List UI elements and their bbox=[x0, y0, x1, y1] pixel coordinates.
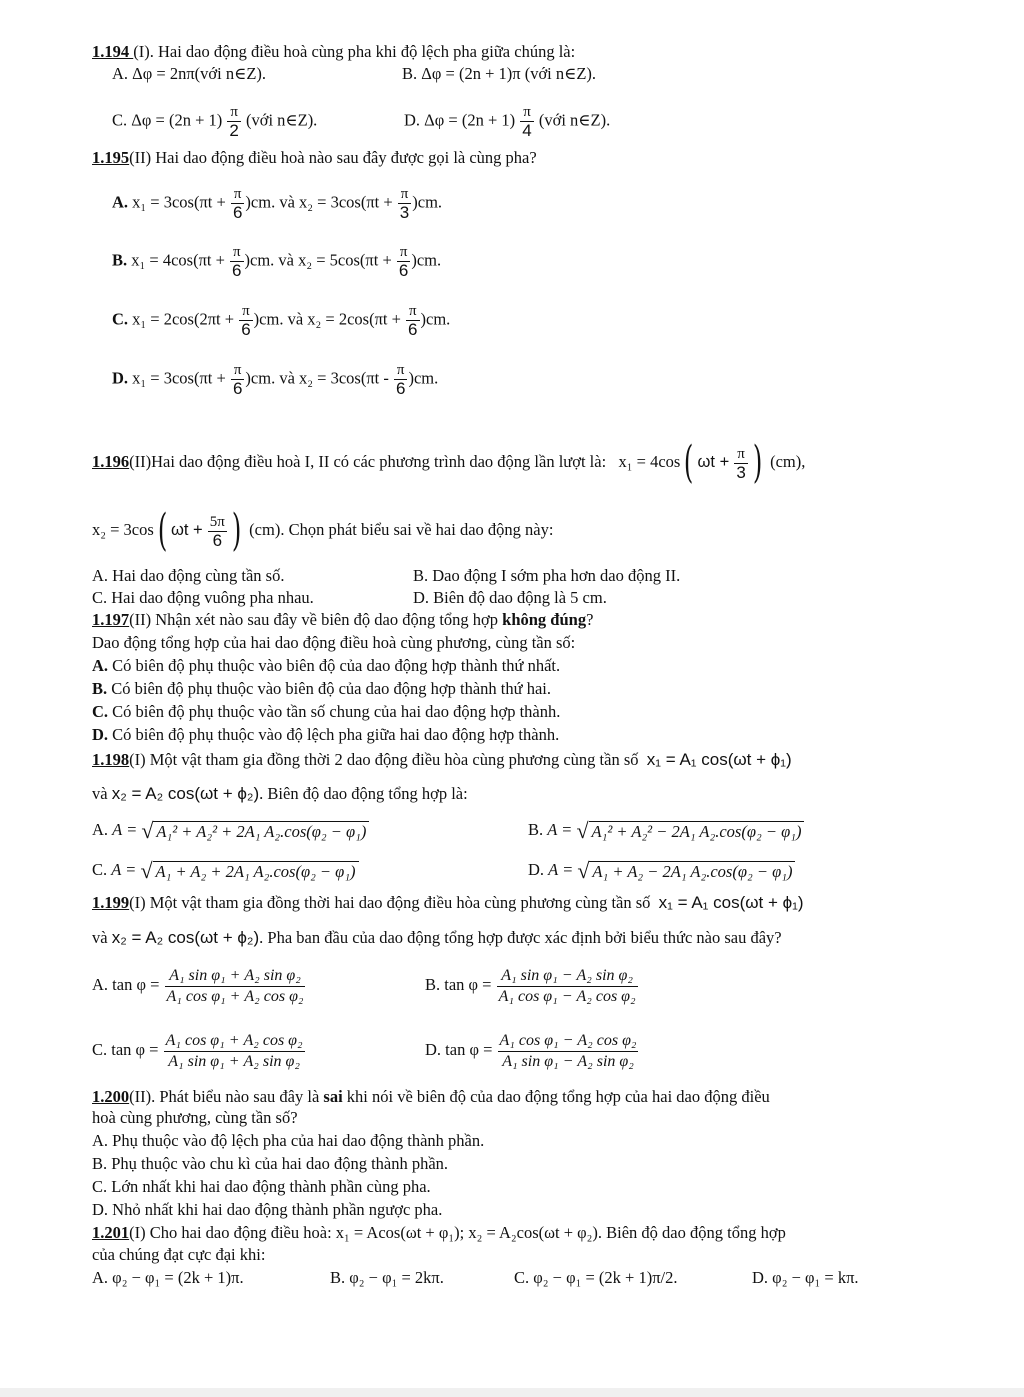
question-200-stem: 1.200(II). Phát biểu nào sau đây là sai khi nói về biên độ của dao động tổng hợp của hai dao động điều bbox=[92, 1087, 770, 1106]
option-196-b: B. Dao động I sớm pha hơn dao động II. bbox=[413, 566, 681, 585]
option-195-a: A. x₁ = 3cos(πt + $\frac{\pi}{6}$ )cm. và x₂ = 3cos(πt + $\frac{\pi}{3}$ )cm. bbox=[112, 186, 443, 222]
option-195-c: C. x₁ = 2cos(2πt + $\frac{\pi}{6}$ )cm. và x₂ = 2cos(πt + $\frac{\pi}{6}$ )cm. bbox=[112, 303, 451, 339]
question-197-intro: Dao động tổng hợp của hai dao động điều hoà cùng phương, cùng tần số: bbox=[92, 633, 576, 652]
option-195-b: B. x₁ = 4cos(πt + $\frac{\pi}{6}$ )cm. và x₂ = 5cos(πt + $\frac{\pi}{6}$ )cm. bbox=[112, 244, 442, 280]
option-197-b: B. Có biên độ phụ thuộc vào biên độ của dao động hợp thành thứ hai. bbox=[92, 679, 551, 698]
option-200-a: A. Phụ thuộc vào độ lệch pha của hai dao động thành phần. bbox=[92, 1131, 485, 1150]
fraction: $\frac{\pi}{2}$ bbox=[229, 104, 239, 140]
option-198-a: A. A = √ A₁² + A₂² + 2A₁ A₂.cos(φ₂ − φ₁) bbox=[92, 820, 369, 842]
question-id: 1.199 bbox=[92, 893, 130, 912]
question-id: 1.196 bbox=[92, 452, 130, 471]
option-198-c: C. A = √ A₁ + A₂ + 2A₁ A₂.cos(φ₂ − φ₁) bbox=[92, 860, 359, 882]
question-200-stem-line2: hoà cùng phương, cùng tần số? bbox=[92, 1108, 298, 1127]
option-194-c: C. Δφ = (2n + 1) $\frac{\pi}{2}$ (với n∈Z). bbox=[112, 104, 318, 140]
question-195-stem: 1.195(II) Hai dao động điều hoà nào sau đây được gọi là cùng pha? bbox=[92, 148, 537, 167]
option-196-d: D. Biên độ dao động là 5 cm. bbox=[413, 588, 607, 607]
option-194-a: A. Δφ = 2nπ(với n∈Z). bbox=[112, 64, 267, 83]
option-196-a: A. Hai dao động cùng tần số. bbox=[92, 566, 285, 585]
fraction: $\frac{\pi}{4}$ bbox=[522, 104, 532, 140]
question-id: 1.197 bbox=[92, 610, 130, 629]
option-194-d: D. Δφ = (2n + 1) $\frac{\pi}{4}$ (với n∈Z). bbox=[404, 104, 611, 140]
option-200-c: C. Lớn nhất khi hai dao động thành phần cùng pha. bbox=[92, 1177, 431, 1196]
page-bottom-edge bbox=[0, 1388, 1024, 1397]
option-197-d: D. Có biên độ phụ thuộc vào độ lệch pha giữa hai dao động hợp thành. bbox=[92, 725, 560, 744]
question-201-stem-line2: của chúng đạt cực đại khi: bbox=[92, 1245, 266, 1264]
option-201-d: D. φ₂ − φ₁ = kπ. bbox=[752, 1268, 859, 1287]
question-199-line2: và x₂ = A₂ cos(ωt + ϕ₂). Pha ban đầu của dao động tổng hợp được xác định bởi biểu thức nào sau đây? bbox=[92, 928, 782, 947]
option-201-a: A. φ₂ − φ₁ = (2k + 1)π. bbox=[92, 1268, 244, 1287]
question-id: 1.200 bbox=[92, 1087, 130, 1106]
question-201-stem: 1.201(I) Cho hai dao động điều hoà: x₁ = Acos(ωt + φ₁); x₂ = A₂cos(ωt + φ₂). Biên độ dao động tổng hợp bbox=[92, 1223, 786, 1242]
question-196-x2: x₂ = 3cos( ωt + $\frac{5\pi}{6}$ ) (cm). Chọn phát biểu sai về hai dao động này: bbox=[92, 505, 554, 557]
question-id: 1.201 bbox=[92, 1223, 130, 1242]
option-199-a: A. tan φ = $\frac{\text{A₁ sin φ₁ + A₂ sin φ₂}}{\text{A₁ cos φ₁ + A₂ cos φ₂}}$ bbox=[92, 966, 304, 1005]
option-196-c: C. Hai dao động vuông pha nhau. bbox=[92, 588, 314, 607]
option-197-c: C. Có biên độ phụ thuộc vào tần số chung của hai dao động hợp thành. bbox=[92, 702, 561, 721]
option-195-d: D. x₁ = 3cos(πt + $\frac{\pi}{6}$ )cm. và x₂ = 3cos(πt - $\frac{\pi}{6}$ )cm. bbox=[112, 362, 439, 398]
option-198-d: D. A = √ A₁ + A₂ − 2A₁ A₂.cos(φ₂ − φ₁) bbox=[528, 860, 795, 882]
question-197-stem: 1.197(II) Nhận xét nào sau đây về biên độ dao động tổng hợp không đúng? bbox=[92, 610, 594, 629]
option-200-d: D. Nhỏ nhất khi hai dao động thành phần ngược pha. bbox=[92, 1200, 443, 1219]
question-id: 1.194 bbox=[92, 42, 134, 61]
question-198-line2: và x₂ = A₂ cos(ωt + ϕ₂). Biên độ dao động tổng hợp là: bbox=[92, 784, 468, 803]
option-199-b: B. tan φ = $\frac{\text{A₁ sin φ₁ − A₂ sin φ₂}}{\text{A₁ cos φ₁ − A₂ cos φ₂}}$ bbox=[425, 966, 636, 1005]
question-196-stem: 1.196(II)Hai dao động điều hoà I, II có các phương trình dao động lần lượt là: x₁ = 4cos( ωt + $\frac{\pi}{3}$ ) (cm), bbox=[92, 437, 806, 489]
option-201-c: C. φ₂ − φ₁ = (2k + 1)π/2. bbox=[514, 1268, 678, 1287]
option-198-b: B. A = √ A₁² + A₂² − 2A₁ A₂.cos(φ₂ − φ₁) bbox=[528, 820, 804, 842]
option-199-d: D. tan φ = $\frac{\text{A₁ cos φ₁ − A₂ cos φ₂}}{\text{A₁ sin φ₁ − A₂ sin φ₂}}$ bbox=[425, 1031, 637, 1070]
question-199-stem: 1.199(I) Một vật tham gia đồng thời hai dao động điều hòa cùng phương cùng tần số x₁ = A₁ cos(ωt + ϕ₁) bbox=[92, 893, 804, 912]
option-199-c: C. tan φ = $\frac{\text{A₁ cos φ₁ + A₂ cos φ₂}}{\text{A₁ sin φ₁ + A₂ sin φ₂}}$ bbox=[92, 1031, 303, 1070]
option-194-b: B. Δφ = (2n + 1)π (với n∈Z). bbox=[402, 64, 597, 83]
option-197-a: A. Có biên độ phụ thuộc vào biên độ của dao động hợp thành thứ nhất. bbox=[92, 656, 561, 675]
question-id: 1.195 bbox=[92, 148, 130, 167]
question-198-stem: 1.198(I) Một vật tham gia đồng thời 2 dao động điều hòa cùng phương cùng tần số x₁ = A₁ cos(ωt + ϕ₁) bbox=[92, 750, 792, 769]
question-194-stem: 1.194 (I). Hai dao động điều hoà cùng pha khi độ lệch pha giữa chúng là: bbox=[92, 42, 576, 61]
question-id: 1.198 bbox=[92, 750, 130, 769]
option-201-b: B. φ₂ − φ₁ = 2kπ. bbox=[330, 1268, 444, 1287]
option-200-b: B. Phụ thuộc vào chu kì của hai dao động thành phần. bbox=[92, 1154, 449, 1173]
